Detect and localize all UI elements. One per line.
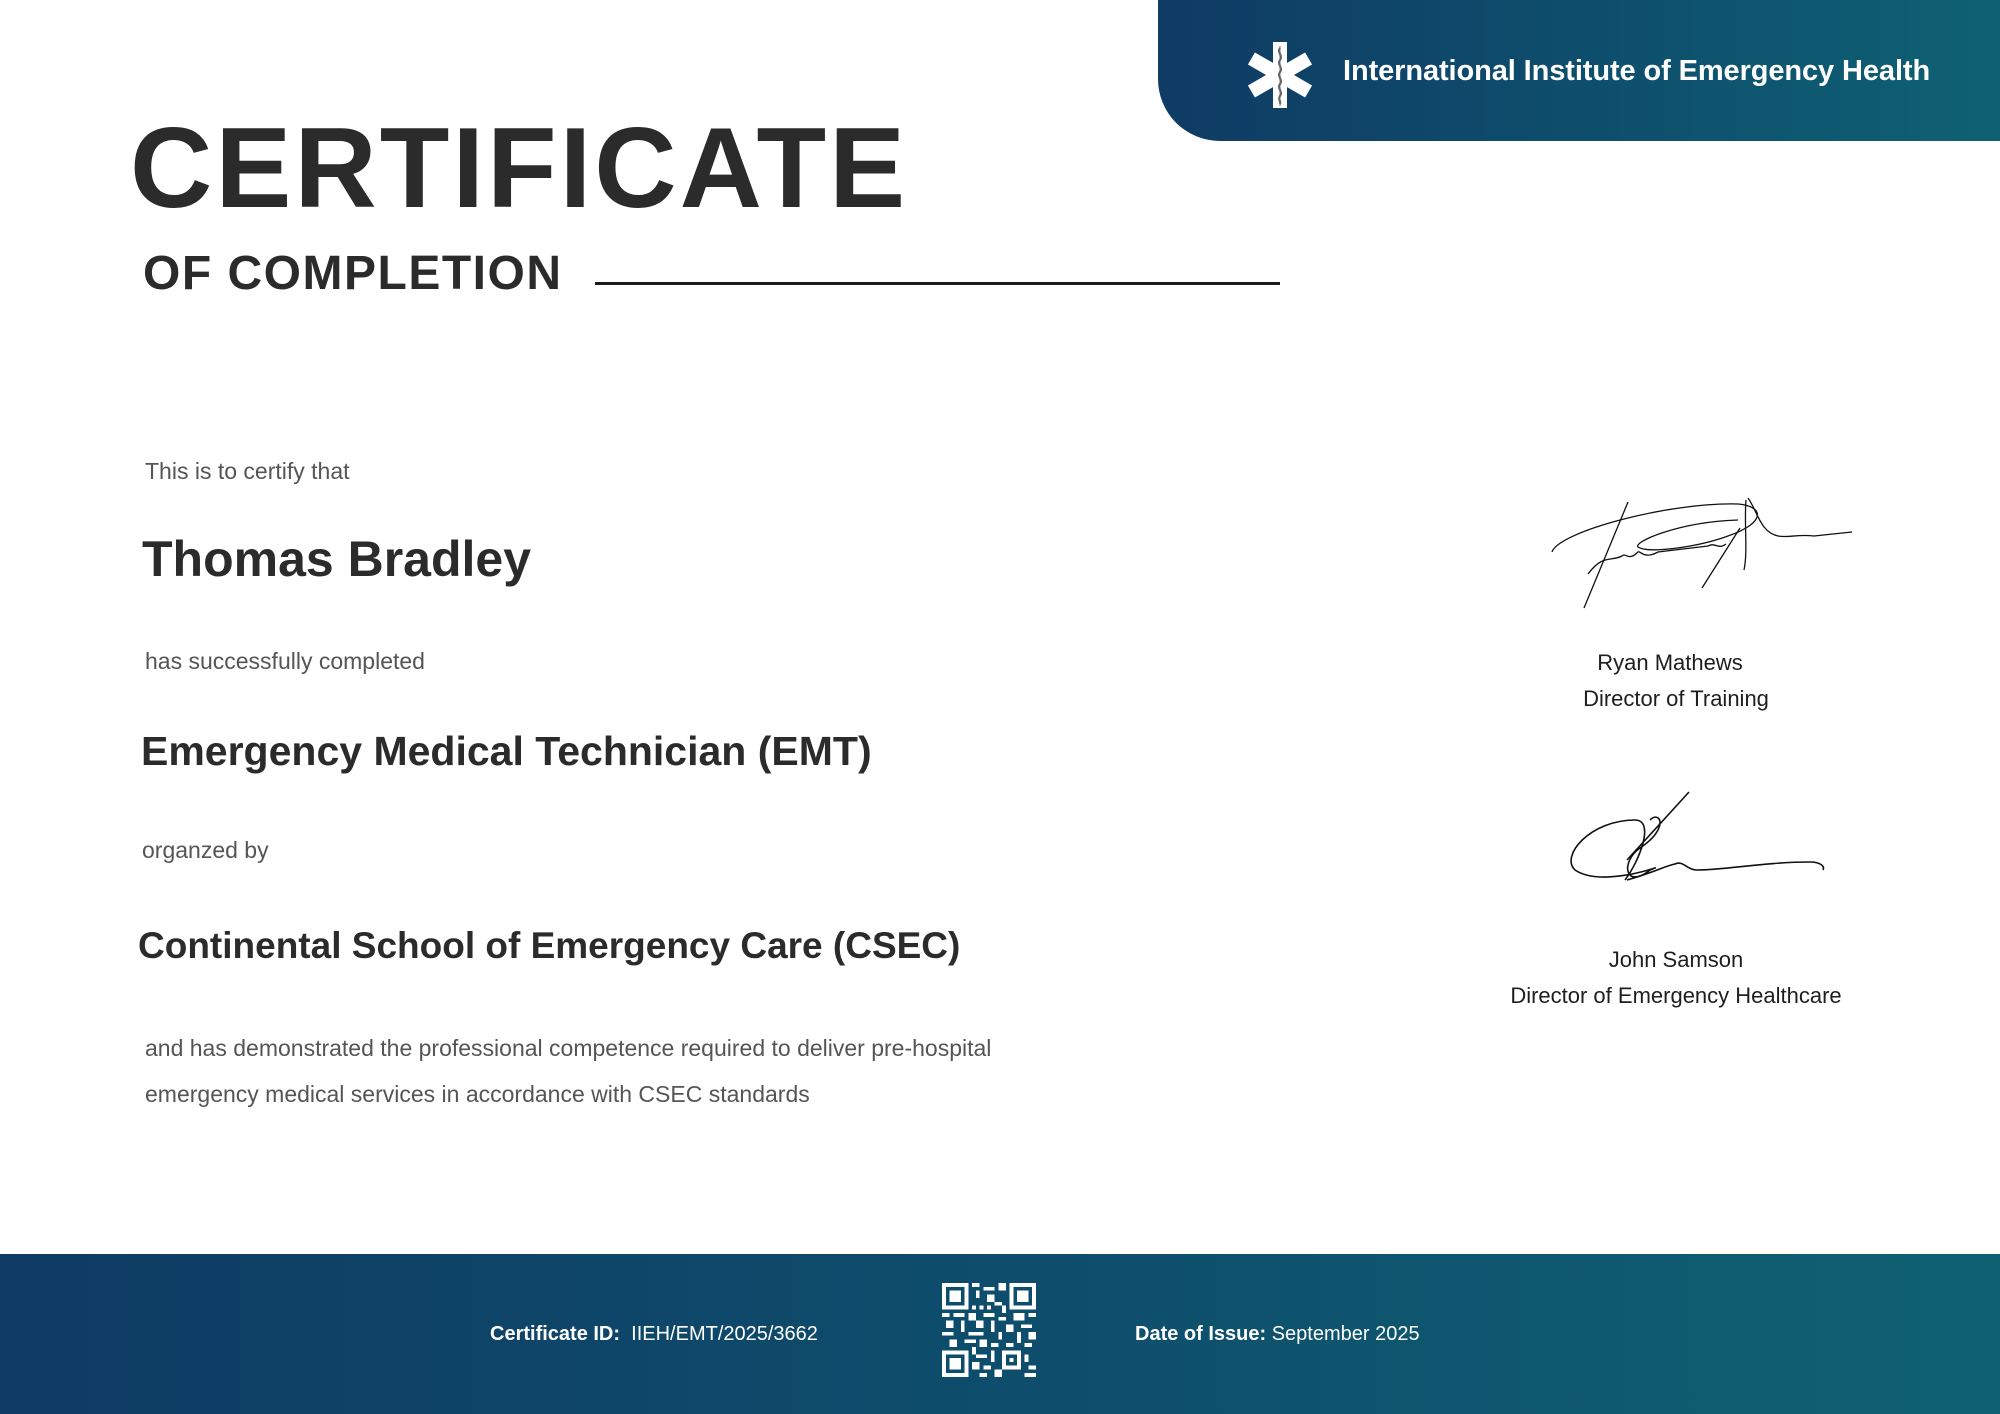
certificate-title: CERTIFICATE	[130, 105, 909, 232]
organized-by-text: organzed by	[142, 837, 269, 863]
statement-line-1: and has demonstrated the professional competence required to deliver pre-hospital	[145, 1035, 992, 1061]
issue-date	[1135, 1322, 1420, 1346]
completed-text: has successfully completed	[145, 648, 425, 674]
recipient-name: Thomas Bradley	[142, 531, 532, 587]
course-name: Emergency Medical Technician (EMT)	[141, 728, 872, 774]
qr-code-icon[interactable]	[942, 1283, 1036, 1377]
organization-name: International Institute of Emergency Health	[1343, 55, 1931, 87]
certificate-id	[490, 1322, 818, 1346]
certificate-id-label: Certificate ID:	[490, 1323, 621, 1345]
intro-text: This is to certify that	[145, 458, 350, 484]
signatory-title: Director of Training	[1583, 686, 1769, 711]
signatory-name: John Samson	[1608, 947, 1744, 972]
star-of-life-icon	[1247, 42, 1313, 108]
statement-line-2: emergency medical services in accordance with CSEC standards	[145, 1081, 810, 1107]
signatory-1	[1520, 645, 1820, 717]
title-divider	[595, 282, 1280, 285]
signature-john-samson	[1565, 790, 1830, 890]
issue-date-value: September 2025	[1271, 1323, 1420, 1345]
issue-date-label: Date of Issue:	[1135, 1323, 1267, 1345]
signatory-title: Director of Emergency Healthcare	[1510, 983, 1842, 1008]
statement-paragraph	[145, 1025, 1145, 1117]
certificate-id-value: IIEH/EMT/2025/3662	[631, 1323, 818, 1345]
certificate-subtitle: OF COMPLETION	[143, 247, 563, 300]
signatory-2	[1476, 942, 1876, 1014]
organizer-name: Continental School of Emergency Care (CSEC)	[138, 925, 961, 966]
signature-ryan-mathews	[1548, 492, 1858, 612]
signatory-name: Ryan Mathews	[1597, 650, 1743, 675]
